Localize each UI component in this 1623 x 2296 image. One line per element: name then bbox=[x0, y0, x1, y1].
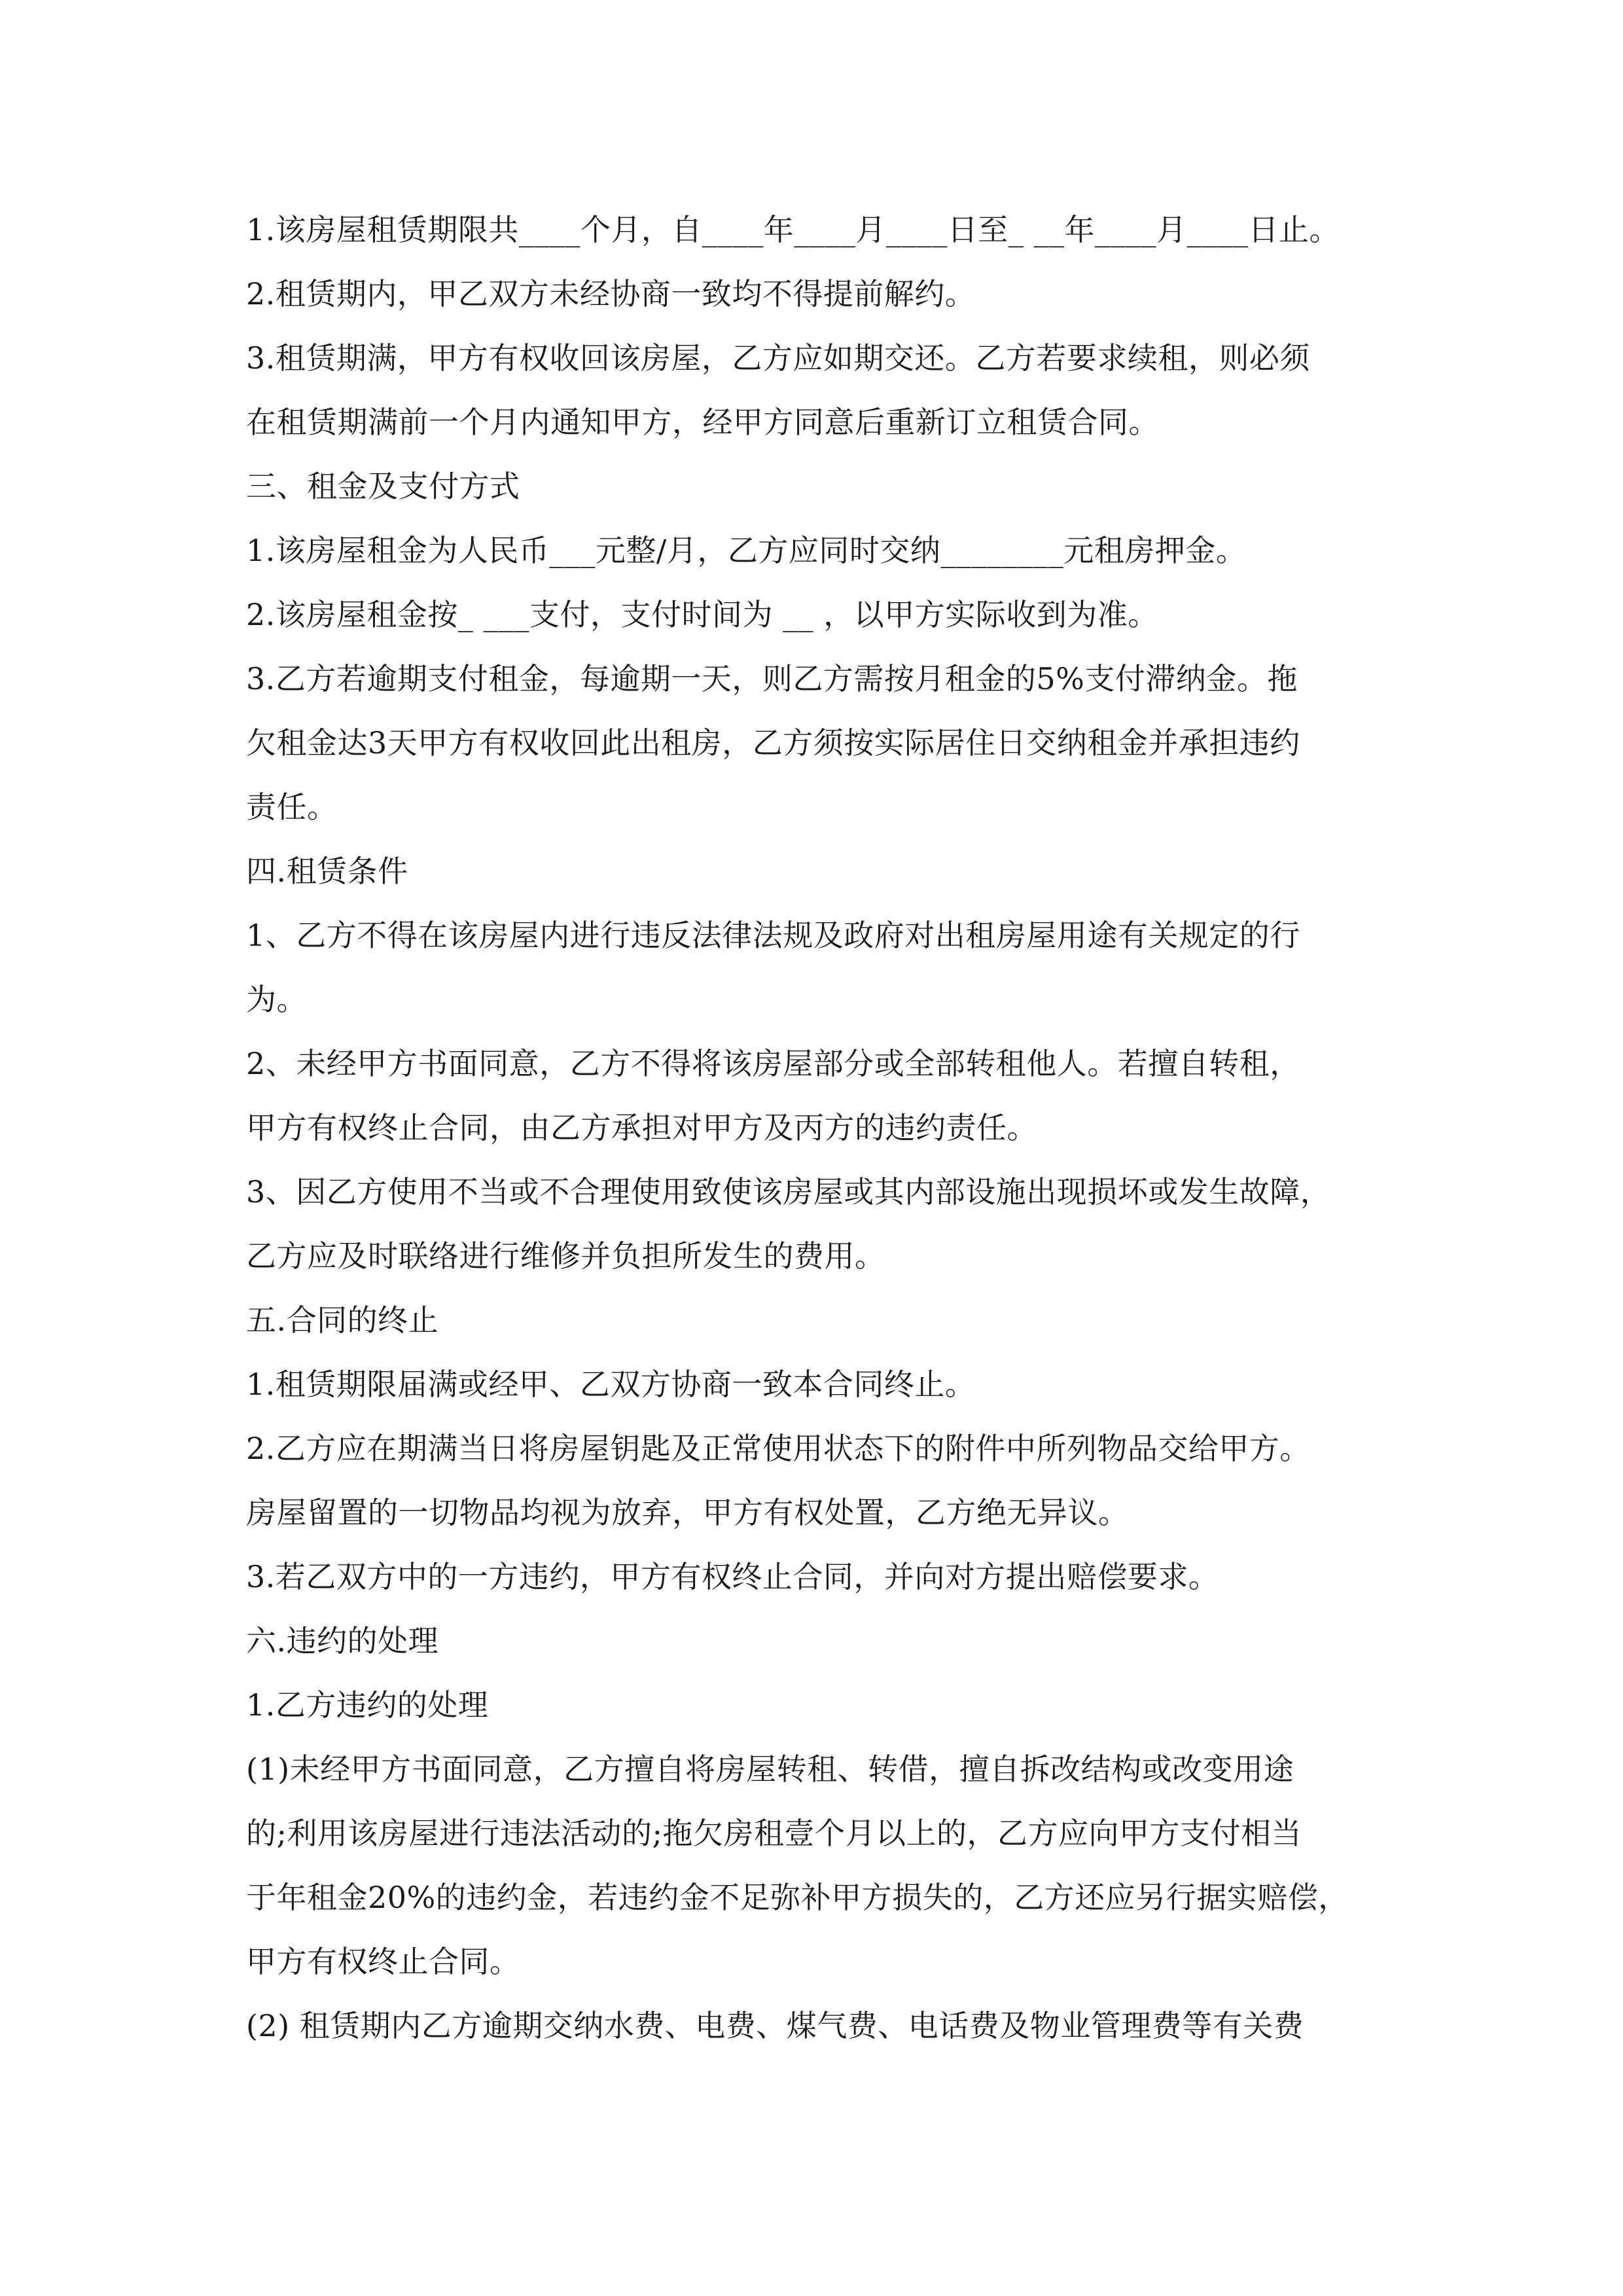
clause-term-1: 1.该房屋租赁期限共____个月，自____年____月____日至_ __年____月____日止。 bbox=[246, 212, 1340, 247]
clause-conditions-3-cont: 乙方应及时联络进行维修并负担所发生的费用。 bbox=[246, 1238, 885, 1274]
clause-termination-2: 2.乙方应在期满当日将房屋钥匙及正常使用状态下的附件中所列物品交给甲方。 bbox=[246, 1431, 1310, 1466]
clause-term-3-cont: 在租赁期满前一个月内通知甲方，经甲方同意后重新订立租赁合同。 bbox=[246, 404, 1159, 440]
clause-rent-3: 3.乙方若逾期支付租金，每逾期一天，则乙方需按月租金的5%支付滞纳金。拖 bbox=[246, 661, 1298, 696]
contract-body bbox=[246, 198, 1391, 2058]
clause-conditions-1-end: 为。 bbox=[246, 982, 307, 1017]
clause-conditions-3: 3、因乙方使用不当或不合理使用致使该房屋或其内部设施出现损坏或发生故障， bbox=[246, 1174, 1331, 1210]
clause-breach-1: (1)未经甲方书面同意，乙方擅自将房屋转租、转借，擅自拆改结构或改变用途 bbox=[246, 1751, 1294, 1787]
clause-term-2: 2.租赁期内，甲乙双方未经协商一致均不得提前解约。 bbox=[246, 276, 976, 312]
section-heading-termination: 五.合同的终止 bbox=[246, 1302, 439, 1338]
clause-termination-3: 3.若乙双方中的一方违约，甲方有权终止合同，并向对方提出赔偿要求。 bbox=[246, 1559, 1219, 1594]
clause-breach-1-cont2: 于年租金20%的违约金，若违约金不足弥补甲方损失的，乙方还应另行据实赔偿， bbox=[246, 1880, 1349, 1915]
clause-breach-1-cont: 的;利用该房屋进行违法活动的;拖欠房租壹个月以上的，乙方应向甲方支付相当 bbox=[246, 1816, 1302, 1851]
subsection-heading-tenant-breach: 1.乙方违约的处理 bbox=[246, 1687, 489, 1723]
clause-breach-1-end: 甲方有权终止合同。 bbox=[246, 1944, 520, 1979]
clause-rent-3-cont: 欠租金达3天甲方有权收回此出租房，乙方须按实际居住日交纳租金并承担违约 bbox=[246, 725, 1300, 761]
section-heading-rent: 三、租金及支付方式 bbox=[246, 469, 520, 504]
section-heading-conditions: 四.租赁条件 bbox=[246, 853, 408, 889]
clause-conditions-2-cont: 甲方有权终止合同，由乙方承担对甲方及丙方的违约责任。 bbox=[246, 1110, 1037, 1145]
clause-conditions-1: 1、乙方不得在该房屋内进行违反法律法规及政府对出租房屋用途有关规定的行 bbox=[246, 918, 1300, 953]
section-heading-breach: 六.违约的处理 bbox=[246, 1623, 439, 1659]
clause-rent-1: 1.该房屋租金为人民币___元整/月，乙方应同时交纳________元租房押金。 bbox=[246, 533, 1247, 568]
clause-term-3: 3.租赁期满，甲方有权收回该房屋，乙方应如期交还。乙方若要求续租，则必须 bbox=[246, 340, 1310, 376]
clause-conditions-2: 2、未经甲方书面同意，乙方不得将该房屋部分或全部转租他人。若擅自转租， bbox=[246, 1046, 1300, 1081]
clause-rent-3-end: 责任。 bbox=[246, 789, 338, 825]
clause-termination-2-cont: 房屋留置的一切物品均视为放弃，甲方有权处置，乙方绝无异议。 bbox=[246, 1495, 1129, 1530]
clause-rent-2: 2.该房屋租金按_ ___支付，支付时间为 __ ，以甲方实际收到为准。 bbox=[246, 597, 1158, 632]
clause-breach-2: (2) 租赁期内乙方逾期交纳水费、电费、煤气费、电话费及物业管理费等有关费 bbox=[246, 2008, 1304, 2043]
clause-termination-1: 1.租赁期限届满或经甲、乙双方协商一致本合同终止。 bbox=[246, 1367, 976, 1402]
